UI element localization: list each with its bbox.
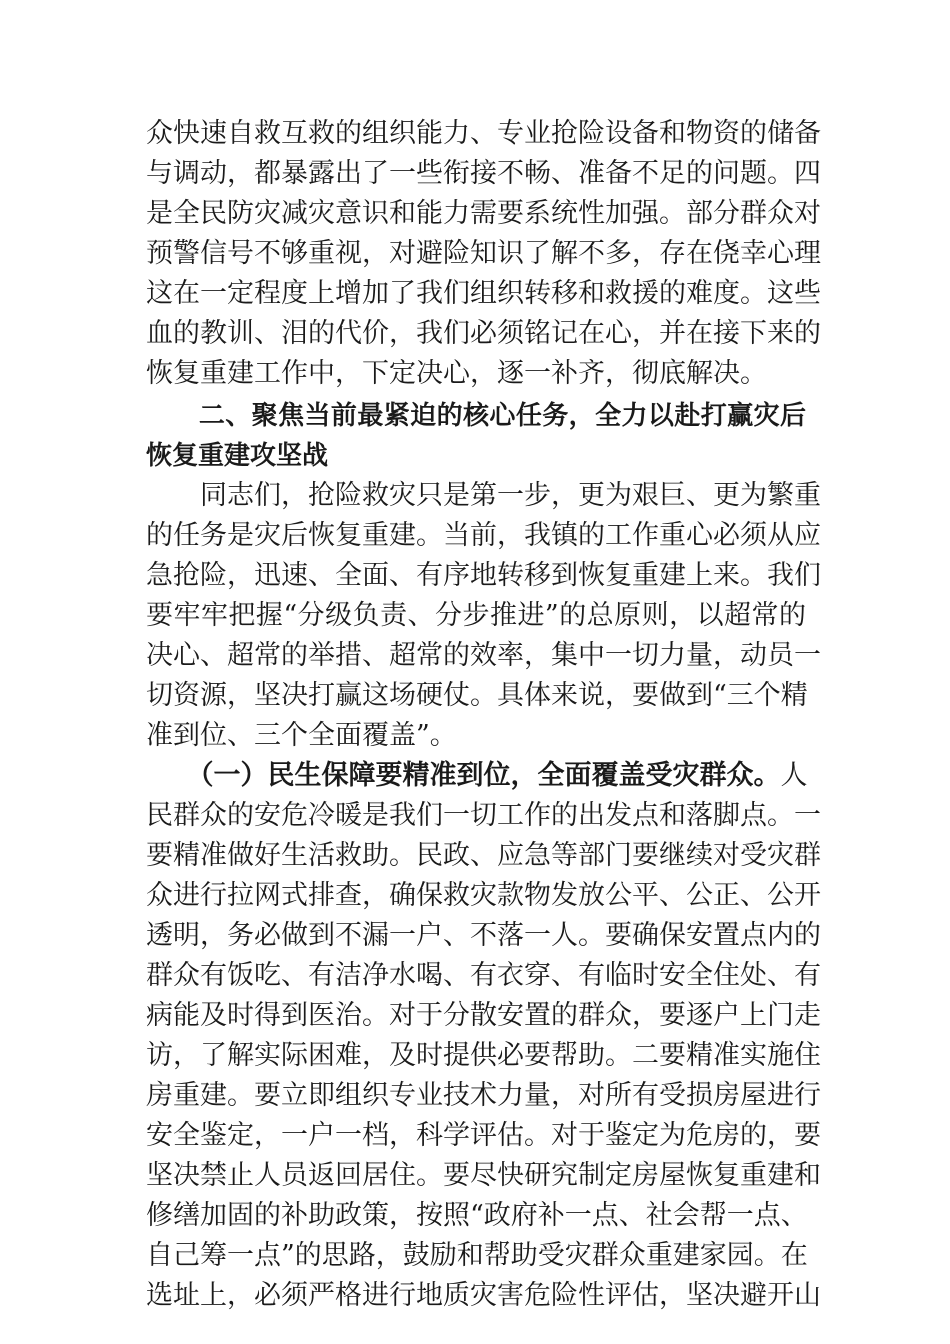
paragraph-line: 选址上，必须严格进行地质灾害危险性评估，坚决避开山 (146, 1280, 821, 1311)
paragraph-line: 安全鉴定，一户一档，科学评估。对于鉴定为危房的，要 (146, 1120, 821, 1151)
section-heading: 二、聚焦当前最紧迫的核心任务，全力以赴打赢灾后 (146, 401, 806, 431)
paragraph-line: 房重建。要立即组织专业技术力量，对所有受损房屋进行 (146, 1080, 821, 1111)
paragraph-line: 自己筹一点”的思路，鼓励和帮助受灾群众重建家园。在 (146, 1240, 808, 1271)
paragraph-line: 准到位、三个全面覆盖”。 (146, 720, 457, 751)
paragraph-line: 急抢险，迅速、全面、有序地转移到恢复重建上来。我们 (146, 560, 821, 591)
paragraph-line: 透明，务必做到不漏一户、不落一人。要确保安置点内的 (146, 920, 821, 951)
paragraph-line: 决心、超常的举措、超常的效率，集中一切力量，动员一 (146, 640, 821, 671)
paragraph-line: 血的教训、泪的代价，我们必须铭记在心，并在接下来的 (146, 318, 821, 349)
paragraph-line: 是全民防灾减灾意识和能力需要系统性加强。部分群众对 (146, 198, 821, 229)
paragraph-line: 众快速自救互救的组织能力、专业抢险设备和物资的储备 (146, 118, 821, 149)
paragraph-line: 这在一定程度上增加了我们组织转移和救援的难度。这些 (146, 278, 821, 309)
paragraph-line: 与调动，都暴露出了一些衔接不畅、准备不足的问题。四 (146, 158, 821, 189)
paragraph-line: 预警信号不够重视，对避险知识了解不多，存在侥幸心理 (146, 238, 821, 269)
subsection-heading: （一）民生保障要精准到位，全面覆盖受灾群众。 (146, 760, 781, 791)
paragraph-line: 民群众的安危冷暖是我们一切工作的出发点和落脚点。一 (146, 800, 821, 831)
paragraph-line: 同志们，抢险救灾只是第一步，更为艰巨、更为繁重 (146, 480, 821, 511)
paragraph-line: 要牢牢把握“分级负责、分步推进”的总原则，以超常的 (146, 600, 806, 631)
paragraph-line: 的任务是灾后恢复重建。当前，我镇的工作重心必须从应 (146, 520, 821, 551)
paragraph-line: 病能及时得到医治。对于分散安置的群众，要逐户上门走 (146, 1000, 821, 1031)
paragraph-line: 群众有饭吃、有洁净水喝、有衣穿、有临时安全住处、有 (146, 960, 821, 991)
paragraph-line: 众进行拉网式排查，确保救灾款物发放公平、公正、公开 (146, 880, 821, 911)
paragraph-line: 切资源，坚决打赢这场硬仗。具体来说，要做到“三个精 (146, 680, 808, 711)
subsection-line (146, 756, 806, 796)
paragraph-line: 坚决禁止人员返回居住。要尽快研究制定房屋恢复重建和 (146, 1160, 821, 1191)
subsection-tail: 人 (780, 760, 808, 791)
paragraph-line: 要精准做好生活救助。民政、应急等部门要继续对受灾群 (146, 840, 821, 871)
paragraph-line: 访，了解实际困难，及时提供必要帮助。二要精准实施住 (146, 1040, 821, 1071)
section-heading: 恢复重建攻坚战 (146, 441, 329, 471)
paragraph-line: 恢复重建工作中，下定决心，逐一补齐，彻底解决。 (146, 358, 767, 389)
paragraph-line: 修缮加固的补助政策，按照“政府补一点、社会帮一点、 (146, 1200, 808, 1231)
